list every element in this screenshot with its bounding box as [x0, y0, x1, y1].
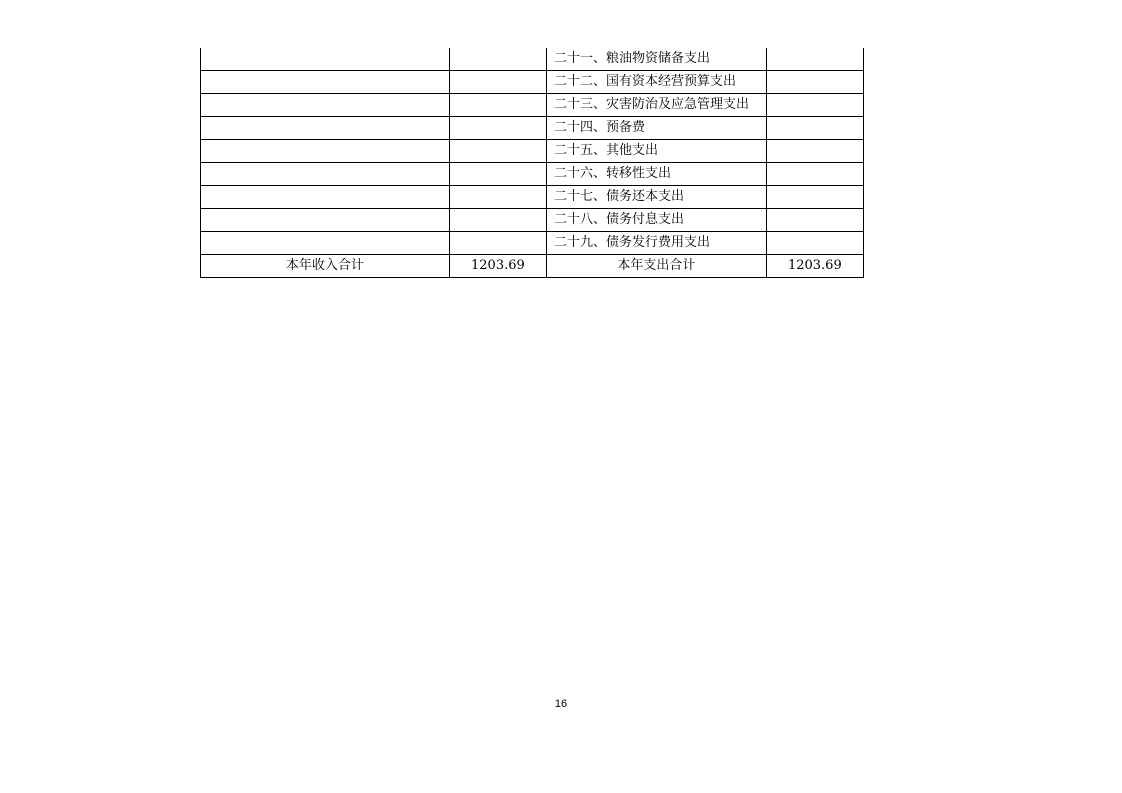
table-row: [201, 232, 864, 255]
expense-amount-cell: [766, 48, 863, 71]
expense-amount-cell: [766, 140, 863, 163]
income-item-cell: [201, 94, 450, 117]
budget-table: [200, 48, 864, 278]
income-amount-cell: [449, 48, 546, 71]
income-item-cell: [201, 117, 450, 140]
income-amount-cell: [449, 186, 546, 209]
expense-amount-cell: [766, 117, 863, 140]
expense-amount-cell: [766, 186, 863, 209]
expense-amount-cell: [766, 94, 863, 117]
income-amount-cell: [449, 140, 546, 163]
income-amount-cell: [449, 209, 546, 232]
income-item-cell: [201, 140, 450, 163]
table-row: [201, 117, 864, 140]
income-item-cell: [201, 48, 450, 71]
total-row: [201, 255, 864, 278]
expense-item-cell: 二十九、债务发行费用支出: [547, 232, 767, 255]
expense-amount-cell: [766, 209, 863, 232]
income-item-cell: [201, 232, 450, 255]
income-amount-cell: [449, 163, 546, 186]
table-row: [201, 163, 864, 186]
income-amount-cell: [449, 94, 546, 117]
page-number: 16: [554, 698, 568, 710]
income-total-label: 本年收入合计: [201, 255, 450, 278]
income-item-cell: [201, 163, 450, 186]
expense-total-label: 本年支出合计: [547, 255, 767, 278]
table-row: [201, 140, 864, 163]
table-row: [201, 94, 864, 117]
expense-amount-cell: [766, 232, 863, 255]
expense-item-cell: 二十一、粮油物资储备支出: [547, 48, 767, 71]
expense-item-cell: 二十三、灾害防治及应急管理支出: [547, 94, 767, 117]
income-item-cell: [201, 209, 450, 232]
income-amount-cell: [449, 232, 546, 255]
income-amount-cell: [449, 71, 546, 94]
expense-total-amount: 1203.69: [766, 255, 863, 278]
table-row: [201, 71, 864, 94]
expense-amount-cell: [766, 163, 863, 186]
table-row: [201, 186, 864, 209]
expense-item-cell: 二十五、其他支出: [547, 140, 767, 163]
expense-item-cell: 二十四、预备费: [547, 117, 767, 140]
table-row: [201, 48, 864, 71]
expense-item-cell: 二十七、债务还本支出: [547, 186, 767, 209]
table-row: [201, 209, 864, 232]
expense-item-cell: 二十八、债务付息支出: [547, 209, 767, 232]
income-item-cell: [201, 71, 450, 94]
expense-item-cell: 二十二、国有资本经营预算支出: [547, 71, 767, 94]
income-amount-cell: [449, 117, 546, 140]
income-item-cell: [201, 186, 450, 209]
expense-amount-cell: [766, 71, 863, 94]
income-total-amount: 1203.69: [449, 255, 546, 278]
expense-item-cell: 二十六、转移性支出: [547, 163, 767, 186]
